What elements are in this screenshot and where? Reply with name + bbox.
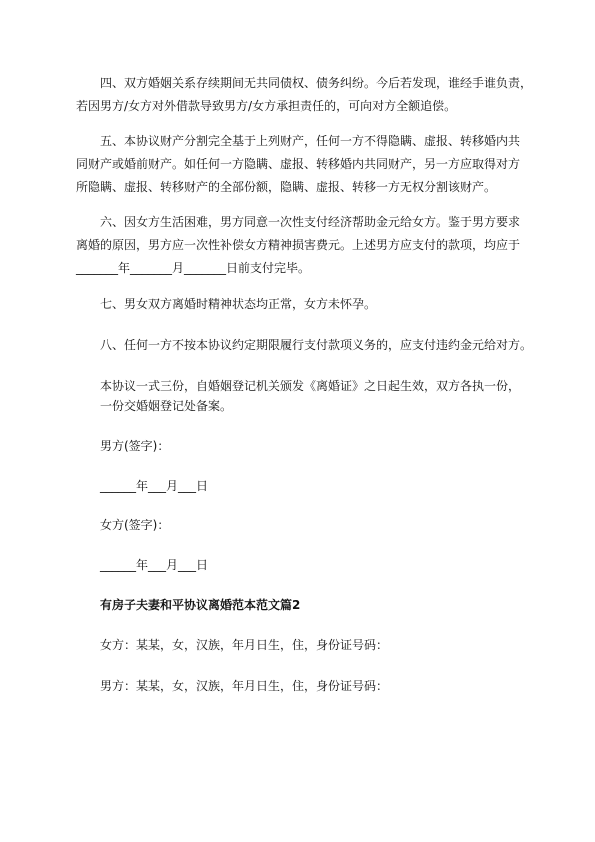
closing-line-1: 本协议一式三份，自婚姻登记机关颁发《离婚证》之日起生效，双方各执一份， bbox=[100, 379, 521, 393]
clause-8-line-1: 八、任何一方不按本协议约定期限履行支付款项义务的，应支付违约金元给对方。 bbox=[100, 338, 533, 352]
male-date-line: ______年___月___日 bbox=[100, 479, 209, 493]
party-female: 女方：某某，女，汉族，年月日生，住，身份证号码： bbox=[100, 638, 389, 652]
clause-4-line-2: 若因男方/女方对外借款导致男方/女方承担责任的，可向对方全额追偿。 bbox=[76, 99, 457, 113]
clause-5-line-1: 五、本协议财产分割完全基于上列财产，任何一方不得隐瞒、虚报、转移婚内共 bbox=[100, 134, 521, 148]
closing-line-2: 一份交婚姻登记处备案。 bbox=[100, 399, 233, 413]
clause-5-line-3: 所隐瞒、虚报、转移财产的全部份额，隐瞒、虚报、转移一方无权分割该财产。 bbox=[76, 180, 497, 194]
clause-5-line-2: 同财产或婚前财产。如任何一方隐瞒、虚报、转移婚内共同财产，另一方应取得对方 bbox=[76, 157, 521, 171]
clause-6-line-3: _______年_______月_______日前支付完毕。 bbox=[76, 261, 311, 275]
female-signature-label: 女方(签字)： bbox=[100, 518, 170, 532]
male-signature-label: 男方(签字)： bbox=[100, 439, 170, 453]
clause-4-line-1: 四、双方婚姻关系存续期间无共同债权、债务纠纷。今后若发现，谁经手谁负责， bbox=[100, 76, 533, 90]
female-date-line: ______年___月___日 bbox=[100, 558, 209, 572]
clause-6-line-2: 离婚的原因，男方应一次性补偿女方精神损害费元。上述男方应支付的款项，均应于 bbox=[76, 238, 521, 252]
section-title: 有房子夫妻和平协议离婚范本范文篇2 bbox=[100, 598, 301, 612]
party-male: 男方：某某，女，汉族，年月日生，住，身份证号码： bbox=[100, 679, 389, 693]
clause-6-line-1: 六、因女方生活困难，男方同意一次性支付经济帮助金元给女方。鉴于男方要求 bbox=[100, 215, 521, 229]
clause-7-line-1: 七、男女双方离婚时精神状态均正常，女方未怀孕。 bbox=[100, 297, 377, 311]
